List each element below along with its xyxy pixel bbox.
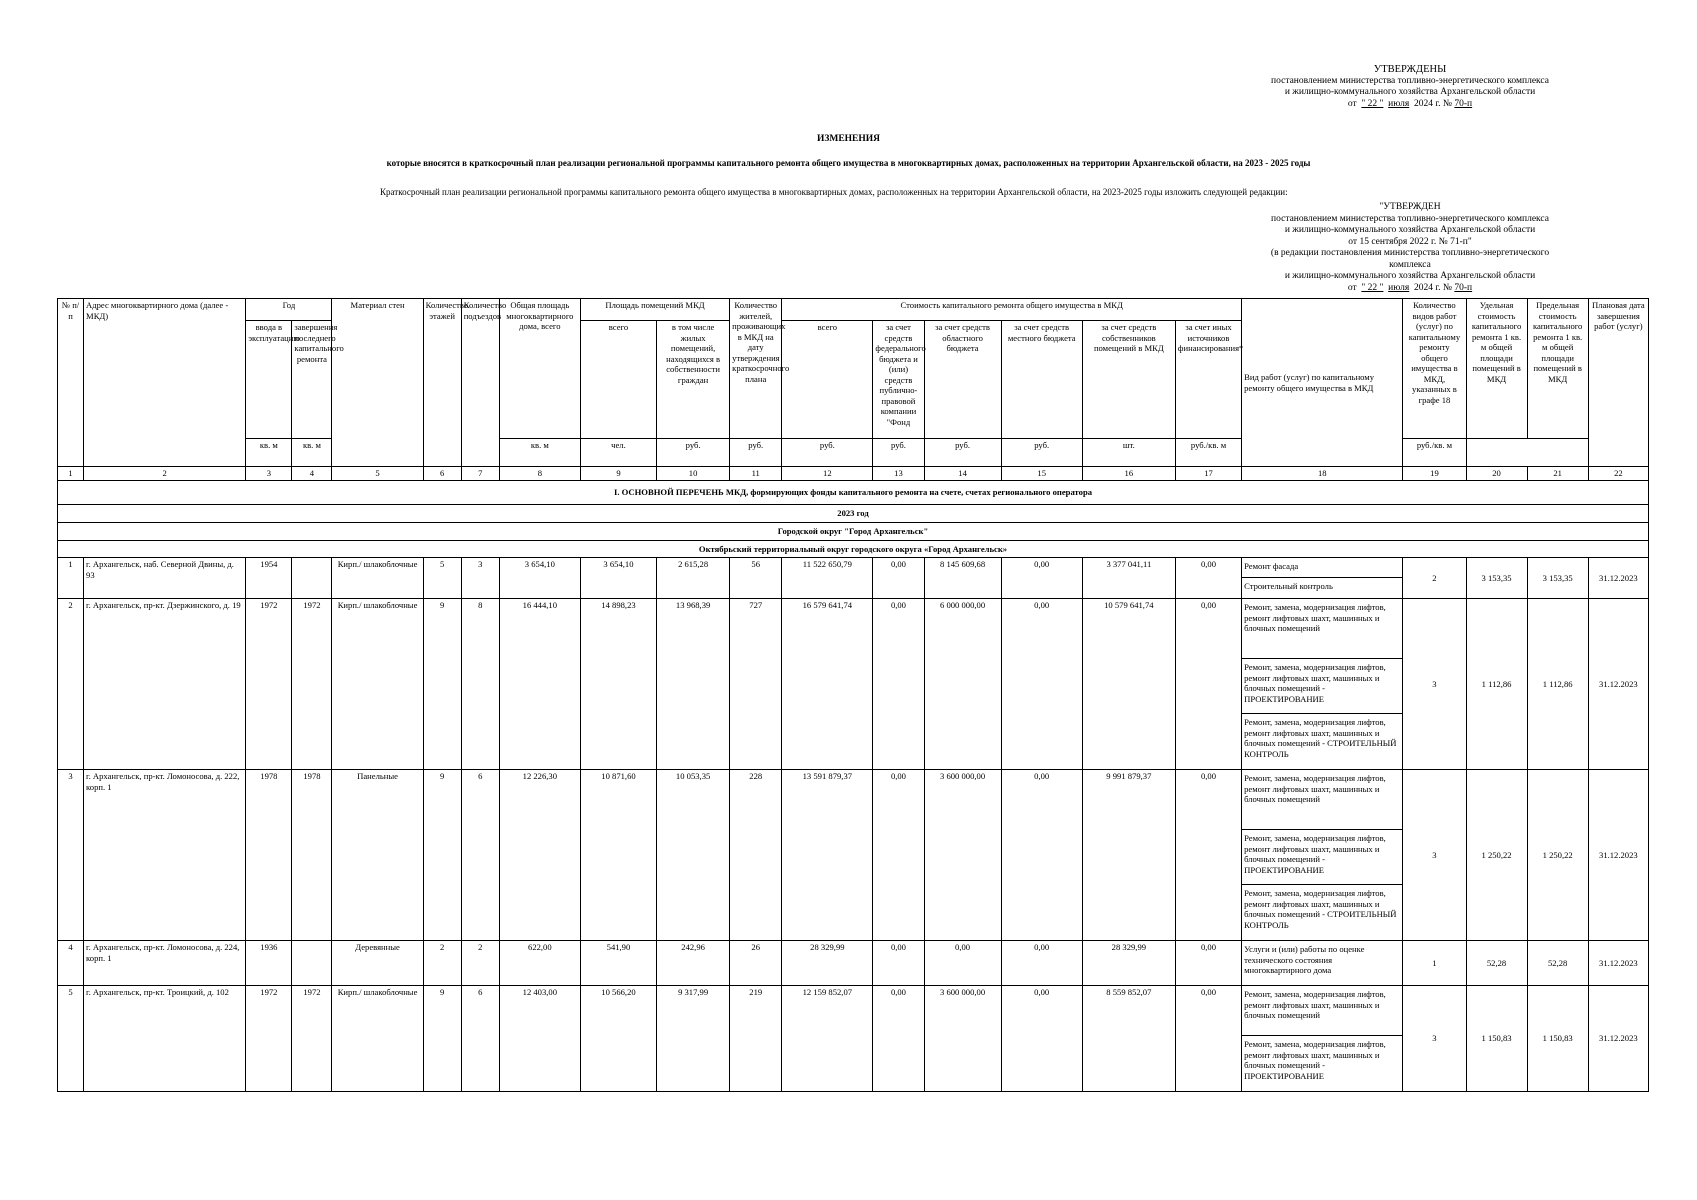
cell-total-area: 16 444,10 xyxy=(499,599,580,770)
cell-total-area: 622,00 xyxy=(499,941,580,986)
cell-cost-other: 0,00 xyxy=(1175,770,1241,941)
cell-cost-other: 0,00 xyxy=(1175,986,1241,1092)
unit-cell: кв. м xyxy=(292,439,332,467)
column-number-cell: 14 xyxy=(924,467,1001,481)
cell-residents: 727 xyxy=(730,599,782,770)
cell-max-cost: 1 112,86 xyxy=(1527,599,1588,770)
approval-title: УТВЕРЖДЕНЫ xyxy=(1373,64,1447,75)
cell-unit-cost: 52,28 xyxy=(1466,941,1527,986)
approval-line: (в редакции постановления министерства топливно-энергетического комплекса xyxy=(1270,248,1550,270)
cell-cost-fed: 0,00 xyxy=(873,941,924,986)
header-cell: за счет иных источников финансирования* xyxy=(1175,321,1241,439)
cell-unit-cost: 1 250,22 xyxy=(1466,770,1527,941)
cell-address: г. Архангельск, пр-кт. Ломоносова, д. 222, корп. 1 xyxy=(84,770,246,941)
approval-stamp-2 xyxy=(1250,202,1570,294)
subdistrict-row-cell: Октябрьский территориальный округ городского округа «Город Архангельск» xyxy=(58,540,1649,558)
unit-cell: руб. xyxy=(657,439,730,467)
table-body xyxy=(58,299,1649,1092)
cell-area-private: 13 968,39 xyxy=(657,599,730,770)
cell-cost-other: 0,00 xyxy=(1175,941,1241,986)
cell-cost-reg: 8 145 609,68 xyxy=(924,558,1001,599)
cell-end-date: 31.12.2023 xyxy=(1588,599,1648,770)
header-cell: Год xyxy=(246,299,332,321)
cell-works xyxy=(1242,558,1403,599)
cell-cost-all: 11 522 650,79 xyxy=(782,558,873,599)
column-number-cell: 20 xyxy=(1466,467,1527,481)
cell-cost-local: 0,00 xyxy=(1001,599,1082,770)
cell-cost-fed: 0,00 xyxy=(873,986,924,1092)
cell-residents: 26 xyxy=(730,941,782,986)
work-item: Ремонт, замена, модернизация лифтов, ремонт лифтовых шахт, машинных и блочных помещений xyxy=(1242,770,1402,830)
table-row xyxy=(58,770,1649,941)
cell-year-in: 1972 xyxy=(246,986,292,1092)
header-cell: Стоимость капитального ремонта общего имущества в МКД xyxy=(782,299,1242,321)
cell-n: 2 xyxy=(58,599,84,770)
cell-area-all: 10 871,60 xyxy=(580,770,656,941)
cell-year-in: 1954 xyxy=(246,558,292,599)
table-row xyxy=(58,558,1649,599)
header-cell: Материал стен xyxy=(332,299,423,467)
cell-area-private: 10 053,35 xyxy=(657,770,730,941)
cell-address: г. Архангельск, пр-кт. Ломоносова, д. 224, корп. 1 xyxy=(84,941,246,986)
unit-cell: руб. xyxy=(782,439,873,467)
approval-stamp xyxy=(1250,64,1570,110)
cell-floors: 9 xyxy=(423,599,461,770)
approval-line: и жилищно-коммунального хозяйства Архангельской области xyxy=(1284,225,1536,235)
column-number-cell: 18 xyxy=(1242,467,1403,481)
cell-cost-reg: 6 000 000,00 xyxy=(924,599,1001,770)
cell-area-all: 10 566,20 xyxy=(580,986,656,1092)
work-item: Строительный контроль xyxy=(1244,581,1333,591)
cell-year-in: 1978 xyxy=(246,770,292,941)
cell-n: 1 xyxy=(58,558,84,599)
cell-year-in: 1972 xyxy=(246,599,292,770)
work-item: Ремонт, замена, модернизация лифтов, ремонт лифтовых шахт, машинных и блочных помещений - СТРОИТЕЛЬНЫЙ КОНТРОЛЬ xyxy=(1244,717,1397,759)
cell-cost-all: 16 579 641,74 xyxy=(782,599,873,770)
unit-cell: руб. xyxy=(924,439,1001,467)
cell-cost-other: 0,00 xyxy=(1175,558,1241,599)
cell-year-last: 1972 xyxy=(292,599,332,770)
column-number-cell: 4 xyxy=(292,467,332,481)
intro-text: Краткосрочный план реализации региональной программы капитального ремонта общего имущества в многоквартирных домах, расположенных на территории Архангельской области, на 2023-2025 годы изложить следующей редакции: xyxy=(380,187,1288,197)
table-row xyxy=(58,941,1649,986)
cell-works xyxy=(1242,770,1403,941)
work-item: Ремонт, замена, модернизация лифтов, ремонт лифтовых шахт, машинных и блочных помещений - ПРОЕКТИРОВАНИЕ xyxy=(1242,830,1402,885)
column-number-cell: 9 xyxy=(580,467,656,481)
approval-title: "УТВЕРЖДЕН xyxy=(1379,202,1441,212)
work-item: Ремонт, замена, модернизация лифтов, ремонт лифтовых шахт, машинных и блочных помещений - ПРОЕКТИРОВАНИЕ xyxy=(1244,1039,1386,1081)
unit-cell: кв. м xyxy=(246,439,292,467)
cell-works xyxy=(1242,941,1403,986)
cell-cost-reg: 3 600 000,00 xyxy=(924,986,1001,1092)
column-number-cell: 13 xyxy=(873,467,924,481)
unit-cell: руб. xyxy=(1001,439,1082,467)
cell-cost-local: 0,00 xyxy=(1001,770,1082,941)
cell-cost-owners: 8 559 852,07 xyxy=(1082,986,1175,1092)
cell-max-cost: 1 150,83 xyxy=(1527,986,1588,1092)
cell-work-count: 3 xyxy=(1403,599,1466,770)
cell-cost-reg: 0,00 xyxy=(924,941,1001,986)
work-item: Услуги и (или) работы по оценке технического состояния многоквартирного дома xyxy=(1244,944,1365,975)
header-cell: Предельная стоимость капитального ремонта 1 кв. м общей площади помещений в МКД xyxy=(1527,299,1588,439)
unit-cell: чел. xyxy=(580,439,656,467)
cell-works xyxy=(1242,599,1403,770)
approval-line: и жилищно-коммунального хозяйства Архангельской области xyxy=(1284,87,1536,97)
cell-cost-other: 0,00 xyxy=(1175,599,1241,770)
document-subtitle: которые вносятся в краткосрочный план реализации региональной программы капитального ремонта общего имущества в многоквартирных домах, расположенных на территории Архангельской области, на 2023 - 2025 годы xyxy=(386,158,1311,168)
header-cell: Количество подъездов xyxy=(461,299,499,467)
cell-unit-cost: 1 112,86 xyxy=(1466,599,1527,770)
cell-work-count: 1 xyxy=(1403,941,1466,986)
unit-cell: руб./кв. м xyxy=(1403,439,1466,467)
column-number-cell: 12 xyxy=(782,467,873,481)
cell-address: г. Архангельск, пр-кт. Дзержинского, д. 19 xyxy=(84,599,246,770)
district-row xyxy=(58,523,1649,541)
cell-address: г. Архангельск, пр-кт. Троицкий, д. 102 xyxy=(84,986,246,1092)
cell-n: 3 xyxy=(58,770,84,941)
cell-max-cost: 1 250,22 xyxy=(1527,770,1588,941)
header-cell: Плановая дата завершения работ (услуг) xyxy=(1588,299,1648,467)
cell-cost-owners: 10 579 641,74 xyxy=(1082,599,1175,770)
column-number-cell: 6 xyxy=(423,467,461,481)
cell-entrances: 2 xyxy=(461,941,499,986)
cell-n: 5 xyxy=(58,986,84,1092)
approval-date: от " 22 " июля 2024 г. № 70-п xyxy=(1347,282,1473,293)
approval-date: от " 22 " июля 2024 г. № 70-п xyxy=(1347,98,1473,109)
column-number-cell: 8 xyxy=(499,467,580,481)
cell-cost-owners: 9 991 879,37 xyxy=(1082,770,1175,941)
unit-cell: руб. xyxy=(873,439,924,467)
cell-floors: 5 xyxy=(423,558,461,599)
cell-area-all: 3 654,10 xyxy=(580,558,656,599)
header-cell: Количество жителей, проживающих в МКД на дату утверждения краткосрочного плана xyxy=(730,299,782,439)
cell-material: Деревянные xyxy=(332,941,423,986)
header-cell: Количество этажей xyxy=(423,299,461,467)
cell-cost-reg: 3 600 000,00 xyxy=(924,770,1001,941)
cell-entrances: 6 xyxy=(461,770,499,941)
cell-year-last xyxy=(292,558,332,599)
cell-floors: 9 xyxy=(423,770,461,941)
header-cell: за счет средств федерального бюджета и (или) средств публично-правовой компании "Фонд xyxy=(873,321,924,439)
header-cell: в том числе жилых помещений, находящихся в собственности граждан xyxy=(657,321,730,439)
cell-entrances: 3 xyxy=(461,558,499,599)
column-number-cell: 19 xyxy=(1403,467,1466,481)
work-item: Ремонт, замена, модернизация лифтов, ремонт лифтовых шахт, машинных и блочных помещений xyxy=(1242,986,1402,1036)
cell-end-date: 31.12.2023 xyxy=(1588,941,1648,986)
column-number-cell: 21 xyxy=(1527,467,1588,481)
header-cell: Общая площадь многоквартирного дома, всего xyxy=(499,299,580,439)
cell-total-area: 3 654,10 xyxy=(499,558,580,599)
work-item: Ремонт, замена, модернизация лифтов, ремонт лифтовых шахт, машинных и блочных помещений - СТРОИТЕЛЬНЫЙ КОНТРОЛЬ xyxy=(1244,888,1397,930)
column-number-cell: 1 xyxy=(58,467,84,481)
cell-material: Кирп./ шлакоблочные xyxy=(332,986,423,1092)
cell-area-all: 14 898,23 xyxy=(580,599,656,770)
column-number-cell: 10 xyxy=(657,467,730,481)
cell-work-count: 3 xyxy=(1403,770,1466,941)
column-number-cell: 5 xyxy=(332,467,423,481)
cell-year-in: 1936 xyxy=(246,941,292,986)
cell-end-date: 31.12.2023 xyxy=(1588,558,1648,599)
cell-cost-owners: 3 377 041,11 xyxy=(1082,558,1175,599)
column-number-cell: 22 xyxy=(1588,467,1648,481)
cell-max-cost: 52,28 xyxy=(1527,941,1588,986)
cell-entrances: 6 xyxy=(461,986,499,1092)
column-number-cell: 15 xyxy=(1001,467,1082,481)
cell-cost-local: 0,00 xyxy=(1001,941,1082,986)
table-row xyxy=(58,599,1649,770)
cell-residents: 219 xyxy=(730,986,782,1092)
cell-cost-local: 0,00 xyxy=(1001,986,1082,1092)
cell-area-private: 242,96 xyxy=(657,941,730,986)
year-row-cell: 2023 год xyxy=(58,505,1649,523)
header-cell: всего xyxy=(580,321,656,439)
cell-year-last xyxy=(292,941,332,986)
repair-plan-table xyxy=(57,298,1649,1092)
cell-max-cost: 3 153,35 xyxy=(1527,558,1588,599)
approval-line: и жилищно-коммунального хозяйства Архангельской области xyxy=(1284,271,1536,281)
header-cell: всего xyxy=(782,321,873,439)
column-number-cell: 11 xyxy=(730,467,782,481)
header-cell: за счет средств местного бюджета xyxy=(1001,321,1082,439)
cell-work-count: 2 xyxy=(1403,558,1466,599)
district-row-cell: Городской округ "Город Архангельск" xyxy=(58,523,1649,541)
column-number-cell: 16 xyxy=(1082,467,1175,481)
cell-cost-all: 12 159 852,07 xyxy=(782,986,873,1092)
header-row xyxy=(58,299,1649,321)
unit-cell: руб./кв. м xyxy=(1175,439,1241,467)
cell-cost-fed: 0,00 xyxy=(873,558,924,599)
approval-line: от 15 сентября 2022 г. № 71-п" xyxy=(1348,236,1472,247)
cell-cost-local: 0,00 xyxy=(1001,558,1082,599)
column-number-cell: 17 xyxy=(1175,467,1241,481)
approval-line: постановлением министерства топливно-энергетического комплекса xyxy=(1271,213,1549,224)
cell-area-private: 2 615,28 xyxy=(657,558,730,599)
year-row xyxy=(58,505,1649,523)
cell-area-all: 541,90 xyxy=(580,941,656,986)
header-cell: Адрес многоквартирного дома (далее - МКД) xyxy=(84,299,246,467)
cell-residents: 228 xyxy=(730,770,782,941)
header-cell: Площадь помещений МКД xyxy=(580,299,729,321)
cell-area-private: 9 317,99 xyxy=(657,986,730,1092)
column-number-cell: 7 xyxy=(461,467,499,481)
cell-cost-fed: 0,00 xyxy=(873,599,924,770)
column-number-cell: 2 xyxy=(84,467,246,481)
cell-works xyxy=(1242,986,1403,1092)
cell-floors: 9 xyxy=(423,986,461,1092)
cell-unit-cost: 3 153,35 xyxy=(1466,558,1527,599)
work-item: Ремонт, замена, модернизация лифтов, ремонт лифтовых шахт, машинных и блочных помещений - ПРОЕКТИРОВАНИЕ xyxy=(1242,659,1402,714)
cell-material: Кирп./ шлакоблочные xyxy=(332,599,423,770)
cell-work-count: 3 xyxy=(1403,986,1466,1092)
subdistrict-row xyxy=(58,540,1649,558)
document-title: ИЗМЕНЕНИЯ xyxy=(816,134,881,144)
cell-entrances: 8 xyxy=(461,599,499,770)
cell-residents: 56 xyxy=(730,558,782,599)
cell-end-date: 31.12.2023 xyxy=(1588,770,1648,941)
cell-floors: 2 xyxy=(423,941,461,986)
header-cell: за счет средств областного бюджета xyxy=(924,321,1001,439)
cell-cost-all: 13 591 879,37 xyxy=(782,770,873,941)
unit-cell: шт. xyxy=(1082,439,1175,467)
cell-year-last: 1978 xyxy=(292,770,332,941)
header-cell: Количество видов работ (услуг) по капитальному ремонту общего имущества в МКД, указанных в графе 18 xyxy=(1403,299,1466,439)
unit-cell: руб. xyxy=(730,439,782,467)
cell-unit-cost: 1 150,83 xyxy=(1466,986,1527,1092)
work-item: Ремонт фасада xyxy=(1242,558,1402,578)
units-row xyxy=(58,439,1649,467)
column-number-row xyxy=(58,467,1649,481)
cell-material: Панельные xyxy=(332,770,423,941)
cell-total-area: 12 403,00 xyxy=(499,986,580,1092)
section-title-row-cell: I. ОСНОВНОЙ ПЕРЕЧЕНЬ МКД, формирующих фонды капитального ремонта на счете, счетах регионального оператора xyxy=(58,481,1649,505)
cell-cost-owners: 28 329,99 xyxy=(1082,941,1175,986)
column-number-cell: 3 xyxy=(246,467,292,481)
header-cell: Вид работ (услуг) по капитальному ремонту общего имущества в МКД xyxy=(1242,299,1403,467)
header-cell: № п/п xyxy=(58,299,84,467)
header-cell: завершения последнего капитального ремонта xyxy=(292,321,332,439)
header-cell: за счет средств собственников помещений в МКД xyxy=(1082,321,1175,439)
cell-total-area: 12 226,30 xyxy=(499,770,580,941)
cell-cost-all: 28 329,99 xyxy=(782,941,873,986)
unit-cell: кв. м xyxy=(499,439,580,467)
cell-address: г. Архангельск, наб. Северной Двины, д. 93 xyxy=(84,558,246,599)
cell-end-date: 31.12.2023 xyxy=(1588,986,1648,1092)
approval-line: постановлением министерства топливно-энергетического комплекса xyxy=(1271,75,1549,86)
cell-year-last: 1972 xyxy=(292,986,332,1092)
header-cell: ввода в эксплуатацию xyxy=(246,321,292,439)
table-row xyxy=(58,986,1649,1092)
cell-cost-fed: 0,00 xyxy=(873,770,924,941)
cell-material: Кирп./ шлакоблочные xyxy=(332,558,423,599)
section-title-row xyxy=(58,481,1649,505)
header-cell: Удельная стоимость капитального ремонта 1 кв. м общей площади помещений в МКД xyxy=(1466,299,1527,439)
work-item: Ремонт, замена, модернизация лифтов, ремонт лифтовых шахт, машинных и блочных помещений xyxy=(1242,599,1402,659)
cell-n: 4 xyxy=(58,941,84,986)
